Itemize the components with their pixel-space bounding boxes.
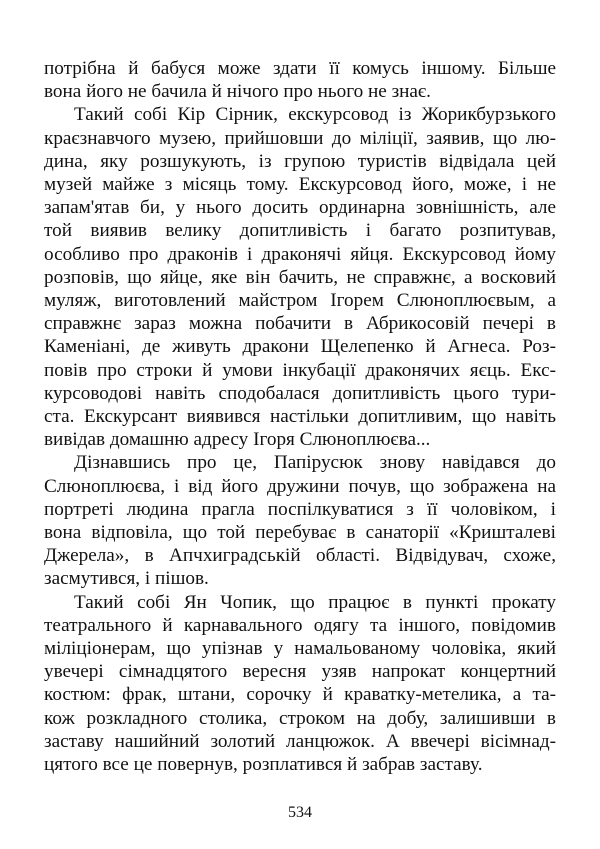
text-line: увечері сімнадцятого вересня узяв напрокат концертний bbox=[44, 661, 556, 683]
text-line: вивідав домашню адресу Ігоря Слюноплюєва... bbox=[44, 429, 431, 451]
text-line: справжнє зараз можна побачити в Абрикосовій печері в bbox=[44, 313, 556, 335]
text-line: муляж, виготовлений майстром Ігорем Слюноплюєвым, а bbox=[44, 290, 556, 312]
paragraph bbox=[44, 103, 556, 451]
text-line: кож розкладного столика, строком на добу, залишивши в bbox=[44, 707, 556, 729]
text-line: портреті людина прагла поспілкуватися з її чоловіком, і bbox=[44, 498, 556, 520]
paragraph bbox=[44, 451, 556, 590]
text-line: ста. Екскурсант виявився настільки допитливим, що навіть bbox=[44, 406, 556, 428]
text-line: заставу нашийний золотий ланцюжок. А ввечері вісімнад- bbox=[44, 730, 556, 752]
text-line: цятого все це повернув, розплатився й забрав заставу. bbox=[44, 754, 483, 776]
paragraph bbox=[44, 591, 556, 777]
text-line: дина, яку розшукують, із групою туристів відвідала цей bbox=[44, 150, 556, 172]
text-line: костюм: фрак, штани, сорочку й краватку-метелика, а та- bbox=[44, 684, 556, 706]
text-line: Такий собі Ян Чопик, що працює в пункті прокату bbox=[74, 591, 556, 613]
text-line: повів про строки й умови інкубації драконячих яєць. Екс- bbox=[44, 359, 556, 381]
text-line: Каменіані, де живуть дракони Щелепенко й Агнеса. Роз- bbox=[44, 336, 556, 358]
text-line: курсоводові навіть сподобалася допитливість цього тури- bbox=[44, 382, 556, 404]
text-line: вона відповіла, що той перебуває в санаторії «Кришталеві bbox=[44, 522, 556, 544]
text-line: вона його не бачила й нічого про нього не знає. bbox=[44, 81, 431, 103]
text-line: розповів, що яйце, яке він бачить, не справжнє, а восковий bbox=[44, 266, 556, 288]
page-number: 534 bbox=[288, 804, 312, 821]
body-text bbox=[44, 57, 556, 776]
text-line: Такий собі Кір Сірник, екскурсовод із Жорикбурзького bbox=[74, 104, 556, 126]
paragraph bbox=[44, 57, 556, 103]
text-line: міліціонерам, що упізнав у намальованому чоловіка, який bbox=[44, 638, 556, 660]
text-line: той виявив велику допитливість і багато розпитував, bbox=[44, 220, 556, 242]
text-line: музей майже з місяць тому. Екскурсовод його, може, і не bbox=[44, 174, 556, 196]
text-line: краєзнавчого музею, прийшовши до міліції, заявив, що лю- bbox=[44, 127, 556, 149]
text-line: Слюноплюєва, і від його дружини почув, що зображена на bbox=[44, 475, 556, 497]
text-line: особливо про драконів і драконячі яйця. Екскурсовод йому bbox=[44, 243, 556, 265]
text-line: засмутився, і пішов. bbox=[44, 568, 209, 590]
text-line: запам'ятав би, у нього досить ординарна зовнішність, але bbox=[44, 197, 556, 219]
text-line: потрібна й бабуся може здати її комусь іншому. Більше bbox=[44, 58, 556, 79]
text-line: театрального й карнавального одягу та іншого, повідомив bbox=[44, 614, 556, 636]
text-line: Джерела», в Апчхиградській області. Відвідувач, схоже, bbox=[44, 545, 556, 567]
text-line: Дізнавшись про це, Папірусюк знову навідався до bbox=[74, 452, 556, 474]
